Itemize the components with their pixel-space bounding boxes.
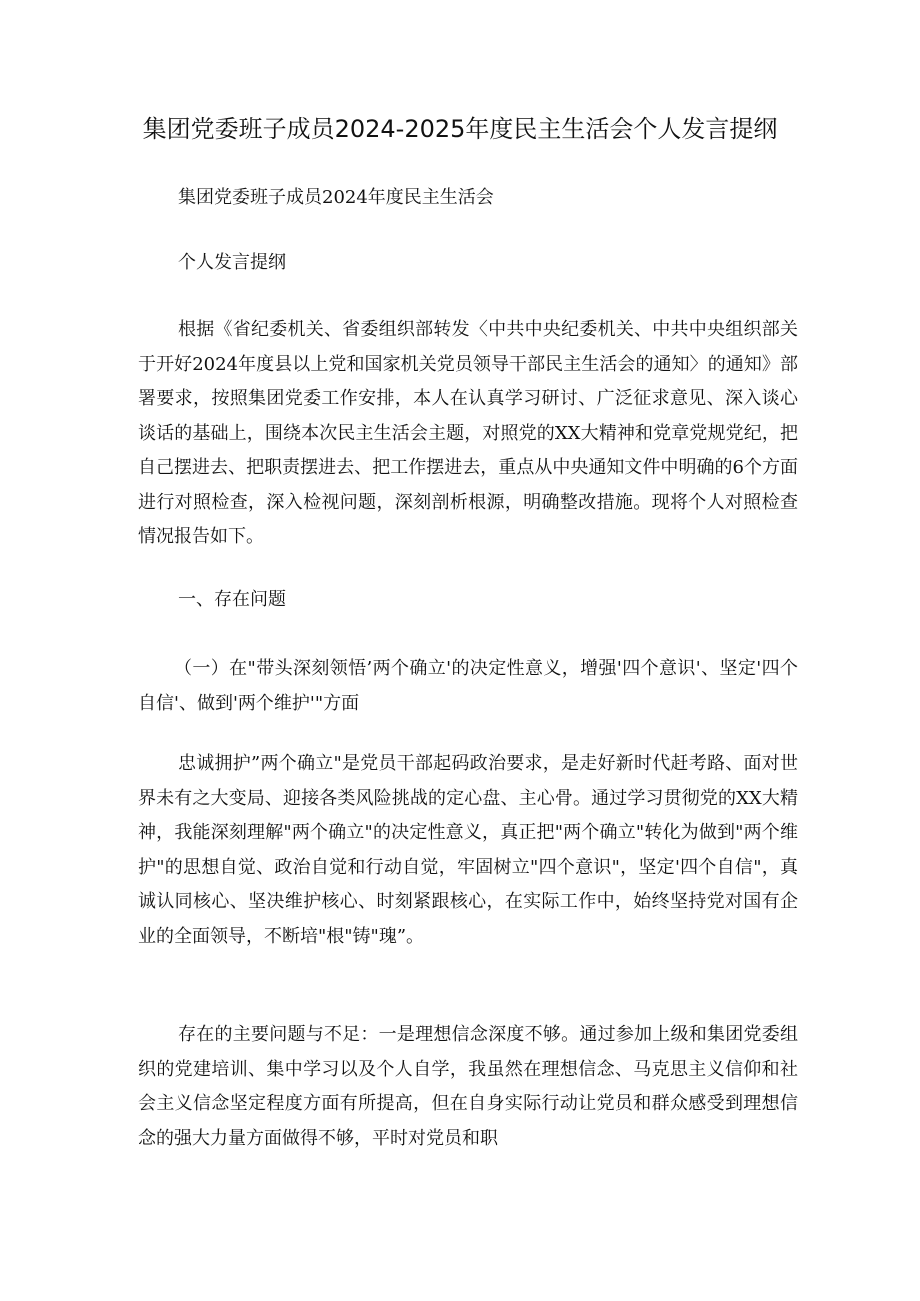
document-title: 集团党委班子成员2024-2025年度民主生活会个人发言提纲 [142,115,778,143]
section-heading: 一、存在问题 [178,589,286,610]
intro-paragraph: 根据《省纪委机关、省委组织部转发〈中共中央纪委机关、中共中央组织部关于开好2024年度县以上党和国家机关党员领导干部民主生活会的通知〉的通知》部署要求，按照集团党委工作安排，本人在认真学习研讨、广泛征求意见、深入谈心谈话的基础上，围绕本次民主生活会主题，对照党的XX大精神和党章党规党纪，把自己摆进去、把职责摆进去、把工作摆进去，重点从中央通知文件中明确的6个方面进行对照检查，深入检视问题，深刻剖析根源，明确整改措施。现将个人对照检查情况报告如下。 [138,319,798,547]
body-paragraph: 忠诚拥护”两个确立"是党员干部起码政治要求，是走好新时代赶考路、面对世界未有之大变局、迎接各类风险挑战的定心盘、主心骨。通过学习贯彻党的XX大精神，我能深刻理解"两个确立"的决定性意义，真正把"两个确立"转化为做到"两个维护"的思想自觉、政治自觉和行动自觉，牢固树立"四个意识"，坚定'四个自信"，真诚认同核心、坚决维护核心、时刻紧跟核心，在实际工作中，始终坚持党对国有企业的全面领导，不断培"根"铸"瑰”。 [138,753,798,947]
body-paragraph: 存在的主要问题与不足：一是理想信念深度不够。通过参加上级和集团党委组织的党建培训、集中学习以及个人自学，我虽然在理想信念、马克思主义信仰和社会主义信念坚定程度方面有所提高，但在自身实际行动让党员和群众感受到理想信念的强大力量方面做得不够，平时对党员和职 [138,1024,798,1149]
document-subtitle-2: 个人发言提纲 [178,252,286,273]
subsection-heading: （一）在"带头深刻领悟’两个确立'的决定性意义，增强'四个意识'、坚定'四个自信'、做到'两个维护'"方面 [138,658,798,714]
document-subtitle: 集团党委班子成员2024年度民主生活会 [178,187,494,208]
